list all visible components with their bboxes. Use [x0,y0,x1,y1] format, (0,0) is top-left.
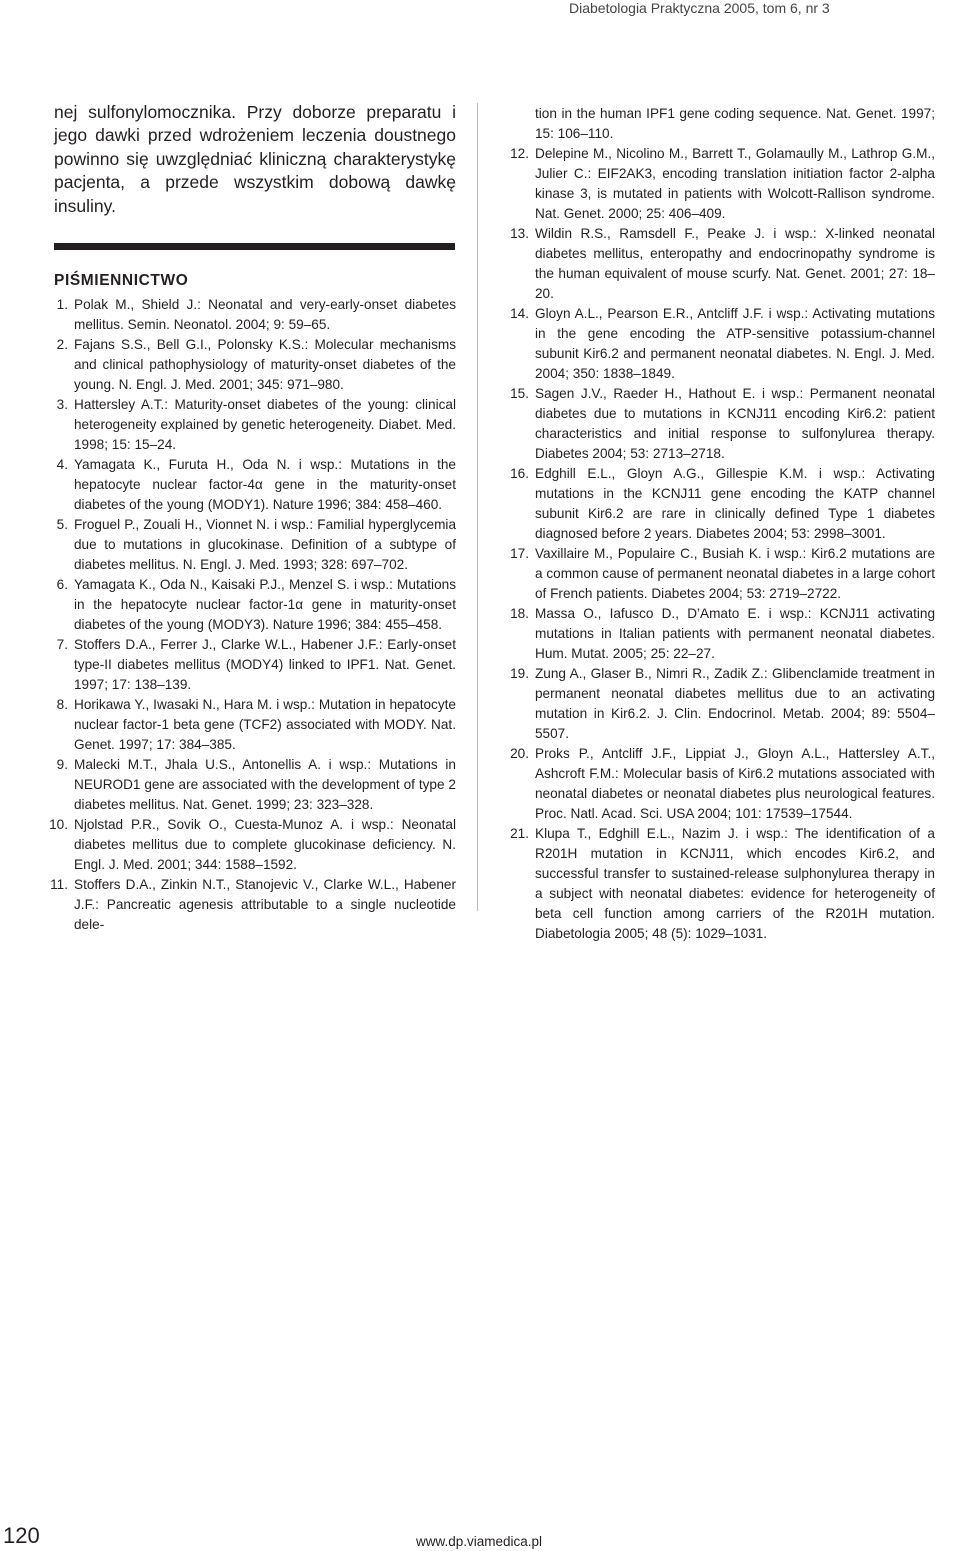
reference-text: Polak M., Shield J.: Neonatal and very-early-onset diabetes mellitus. Semin. Neonatol. 2004; 9: 59–65. [74,297,456,332]
reference-item [54,695,456,755]
column-divider [477,103,478,911]
reference-item [49,815,456,875]
reference-text: Gloyn A.L., Pearson E.R., Antcliff J.F. i wsp.: Activating mutations in the gene encoding the ATP-sensitive potassium-channel subunit Kir6.2 and permanent neonatal diabetes. N. Engl. J. Med. 2004; 350: 1838–1849. [535,306,935,381]
reference-number: 17. [510,546,529,561]
reference-number: 4. [56,457,68,472]
reference-number: 10. [49,817,68,832]
references-heading: PIŚMIENNICTWO [54,272,189,289]
reference-text: Froguel P., Zouali H., Vionnet N. i wsp.: Familial hyperglycemia due to mutations in glucokinase. Definition of a subtype of diabetes mellitus. N. Engl. J. Med. 1993; 328: 697–702. [74,517,456,572]
reference-item [511,384,935,464]
reference-item [511,664,935,744]
reference-number: 3. [56,397,68,412]
reference-item [50,875,456,935]
reference-item [54,455,456,515]
reference-item [54,335,456,395]
reference-number: 8. [56,697,68,712]
reference-item [511,464,935,544]
reference-number: 15. [510,386,529,401]
reference-text: Horikawa Y., Iwasaki N., Hara M. i wsp.: Mutation in hepatocyte nuclear factor-1 beta gene (TCF2) associated with MODY. Nat. Genet. 1997; 17: 384–385. [74,697,456,752]
reference-number: 13. [510,226,529,241]
reference-text: Zung A., Glaser B., Nimri R., Zadik Z.: Glibenclamide treatment in permanent neonatal diabetes mellitus due to an activating mutation in Kir6.2. J. Clin. Endocrinol. Metab. 2004; 89: 5504–5507. [535,666,935,741]
reference-item [54,575,456,635]
running-header [0,0,960,24]
journal-title: Diabetologia Praktyczna 2005, tom 6, nr 3 [569,0,830,16]
reference-text: Yamagata K., Oda N., Kaisaki P.J., Menzel S. i wsp.: Mutations in the hepatocyte nuclear factor-1α gene in maturity-onset diabetes of the young (MODY3). Nature 1996; 384: 455–458. [74,577,456,632]
reference-text: Klupa T., Edghill E.L., Nazim J. i wsp.: The identification of a R201H mutation in KCNJ11, which encodes Kir6.2, and successful transfer to sustained-release sulphonylurea therapy in a subject with neonatal diabetes: evidence for heterogeneity of beta cell function among carriers of the R201H mutation. Diabetologia 2005; 48 (5): 1029–1031. [535,826,935,941]
reference-text: Stoffers D.A., Zinkin N.T., Stanojevic V., Clarke W.L., Habener J.F.: Pancreatic agenesis attributable to a single nucleotide dele- [74,877,456,932]
reference-number: 18. [510,606,529,621]
reference-text: Fajans S.S., Bell G.I., Polonsky K.S.: Molecular mechanisms and clinical pathophysiology of maturity-onset diabetes of the young. N. Engl. J. Med. 2001; 345: 971–980. [74,337,456,392]
reference-item [511,544,935,604]
reference-number: 20. [510,746,529,761]
reference-item [511,144,935,224]
reference-text: Yamagata K., Furuta H., Oda N. i wsp.: Mutations in the hepatocyte nuclear factor-4α gene in the maturity-onset diabetes of the young (MODY1). Nature 1996; 384: 458–460. [74,457,456,512]
section-rule [54,243,455,250]
reference-continuation [511,104,935,144]
reference-number: 5. [56,517,68,532]
reference-item [511,604,935,664]
references-list-left [49,295,456,935]
reference-item [511,824,935,944]
reference-number: 12. [510,146,529,161]
reference-item [54,295,456,335]
reference-number: 9. [56,757,68,772]
reference-item [511,224,935,304]
reference-text: Edghill E.L., Gloyn A.G., Gillespie K.M. i wsp.: Activating mutations in the KCNJ11 gene encoding the KATP channel subunit Kir6.2 are rare in clinically defined Type 1 diabetes diagnosed before 2 years. Diabetes 2004; 53: 2998–3001. [535,466,935,541]
reference-number: 1. [56,297,68,312]
reference-item [511,744,935,824]
reference-text: Wildin R.S., Ramsdell F., Peake J. i wsp.: X-linked neonatal diabetes mellitus, enteropathy and endocrinopathy syndrome is the human equivalent of mouse scurfy. Nat. Genet. 2001; 27: 18–20. [535,226,935,301]
reference-text: tion in the human IPF1 gene coding sequence. Nat. Genet. 1997; 15: 106–110. [535,106,935,141]
reference-item [54,515,456,575]
references-list-right [511,104,935,944]
reference-text: Stoffers D.A., Ferrer J., Clarke W.L., Habener J.F.: Early-onset type-II diabetes mellitus (MODY4) linked to IPF1. Nat. Genet. 1997; 17: 138–139. [74,637,456,692]
page-number: 120 [3,1523,40,1548]
reference-item [54,755,456,815]
reference-text: Proks P., Antcliff J.F., Lippiat J., Gloyn A.L., Hattersley A.T., Ashcroft F.M.: Molecular basis of Kir6.2 mutations associated with neonatal diabetes or neonatal diabetes plus neurological features. Proc. Natl. Acad. Sci. USA 2004; 101: 17539–17544. [535,746,935,821]
lead-paragraph: nej sulfonylomocznika. Przy doborze preparatu i jego dawki przed wdrożeniem leczenia doustnego powinno się uwzględniać kliniczną charakterystykę pacjenta, a przede wszystkim dobową dawkę insuliny. [54,102,456,216]
reference-text: Massa O., Iafusco D., D’Amato E. i wsp.: KCNJ11 activating mutations in Italian patients with permanent neonatal diabetes. Hum. Mutat. 2005; 25: 22–27. [535,606,935,661]
reference-text: Delepine M., Nicolino M., Barrett T., Golamaully M., Lathrop G.M., Julier C.: EIF2AK3, encoding translation initiation factor 2-alpha kinase 3, is mutated in patients with Wolcott-Rallison syndrome. Nat. Genet. 2000; 25: 406–409. [535,146,935,221]
reference-number: 16. [510,466,529,481]
reference-item [54,635,456,695]
reference-number: 6. [56,577,68,592]
reference-item [511,304,935,384]
reference-number: 21. [510,826,529,841]
reference-text: Malecki M.T., Jhala U.S., Antonellis A. i wsp.: Mutations in NEUROD1 gene are associated with the development of type 2 diabetes mellitus. Nat. Genet. 1999; 23: 323–328. [74,757,456,812]
reference-item [54,395,456,455]
reference-text: Vaxillaire M., Populaire C., Busiah K. i wsp.: Kir6.2 mutations are a common cause of permanent neonatal diabetes in a large cohort of French patients. Diabetes 2004; 53: 2719–2722. [535,546,935,601]
reference-text: Njolstad P.R., Sovik O., Cuesta-Munoz A. i wsp.: Neonatal diabetes mellitus due to complete glucokinase deficiency. N. Engl. J. Med. 2001; 344: 1588–1592. [74,817,456,872]
reference-number: 14. [510,306,529,321]
reference-number: 11. [50,877,68,892]
reference-text: Sagen J.V., Raeder H., Hathout E. i wsp.: Permanent neonatal diabetes due to mutations in KCNJ11 encoding Kir6.2: patient characteristics and initial response to sulfonylurea therapy. Diabetes 2004; 53: 2713–2718. [535,386,935,461]
reference-text: Hattersley A.T.: Maturity-onset diabetes of the young: clinical heterogeneity explained by genetic heterogeneity. Diabet. Med. 1998; 15: 15–24. [74,397,456,452]
reference-number: 2. [56,337,68,352]
reference-number: 7. [56,637,68,652]
reference-number: 19. [510,666,529,681]
footer-url[interactable]: www.dp.viamedica.pl [416,1534,543,1549]
